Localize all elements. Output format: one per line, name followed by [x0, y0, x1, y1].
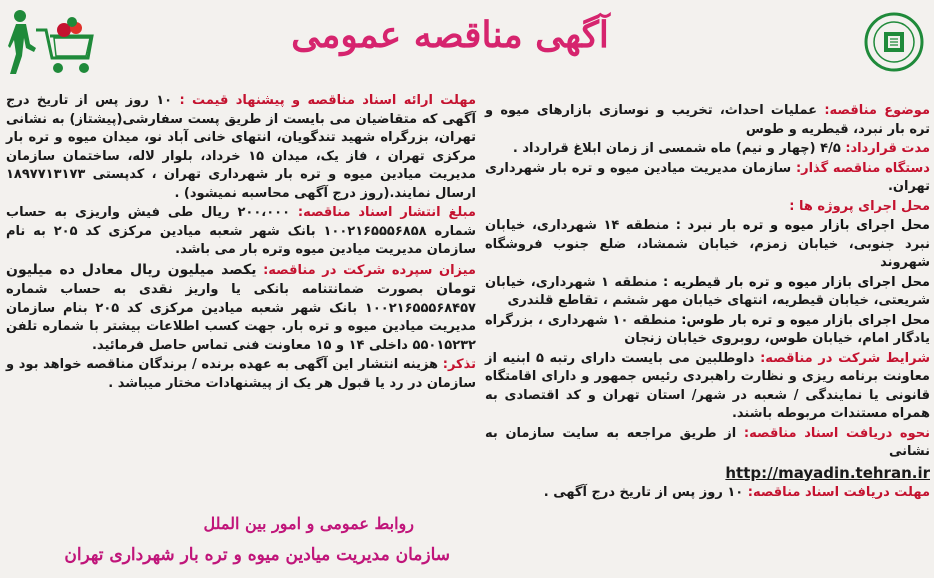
agency-text: سازمان مدیریت میادین میوه و تره بار شهرداری تهران. [485, 160, 930, 194]
deposit-amount: یکصد میلیون ریال معادل ده میلیون تومان [6, 261, 476, 297]
subject-label: موضوع مناقصه: [824, 103, 930, 118]
locations-heading: محل اجرای پروژه ها : [789, 198, 930, 214]
deposit-text: بصورت ضمانتنامه بانکی یا واریز نقدی به حساب شماره ۱۰۰۲۱۶۵۵۵۶۸۴۵۷ بانک شهر شعبه میادین مرکزی کد ۲۰۵ بنام سازمان مدیریت میادین میوه و تره بار. جهت کسب اطلاعات بیشتر با شماره تلفن ۵۵۰۱۵۲۳۲ داخلی ۱۴ و ۱۵ معاونت فنی تماس حاصل فرمائید. [6, 282, 476, 353]
note-label: تذکر: [442, 357, 476, 372]
note-text: هزینه انتشار این آگهی به عهده برنده / برندگان مناقصه خواهد بود و سازمان در رد یا قبول هر یک از پیشنهادات مختار میباشد . [6, 357, 476, 391]
duration-text: ۴/۵ (چهار و نیم) ماه شمسی از زمان ابلاغ قرارداد . [512, 141, 841, 156]
municipality-logo-icon [862, 8, 926, 78]
loc1-text: منطقه ۱۴ شهرداری، خیابان نبرد جنوبی، خیابان زمزم، خیابان شمشاد، ضلع جنوب فروشگاه شهروند [485, 218, 930, 270]
deposit-label: میزان سپرده شرکت در مناقصه: [263, 262, 476, 278]
duration-label: مدت قرارداد: [845, 141, 930, 156]
conditions-text: داوطلبین می بایست دارای رتبه ۵ ابنیه از معاونت برنامه ریزی و نظارت راهبردی رئیس جمهور و دارای اقامتگاه قانونی یا نمایندگی / شعبه در شهر/ استان تهران و کد اقتصادی به همراه مستندات مربوطه باشند. [485, 350, 930, 421]
right-column [485, 102, 930, 504]
submit-label: مهلت ارائه اسناد مناقصه و پیشنهاد قیمت : [179, 93, 476, 108]
receive-deadline-text: ۱۰ روز پس از تاریخ درج آگهی . [543, 485, 744, 500]
loc3-label: محل اجرای بازار میوه و تره بار طوس: [681, 312, 930, 328]
receive-deadline-label: مهلت دریافت اسناد مناقصه: [747, 485, 930, 500]
ad-title: آگهی مناقصه عمومی [291, 14, 609, 56]
loc2-label: محل اجرای بازار میوه و تره بار قیطریه : [662, 274, 930, 290]
signature-line-1: روابط عمومی و امور بین الملل [203, 514, 414, 533]
conditions-label: شرایط شرکت در مناقصه: [760, 350, 931, 366]
left-column [6, 92, 476, 394]
submit-text: ۱۰ روز پس از تاریخ درج آگهی که متقاضیان می بایست از طریق پست سفارشی(پیشتاز) به نشانی تهران، بزرگراه شهید تندگویان، انتهای خانی آباد نو، میدان میوه و تره بار مرکزی تهران ، فاز یک، میدان ۱۵ خرداد، بلوار لاله، ساختمان سازمان مدیریت میادین میوه و تره بار شهرداری تهران ، کدپستی ۱۸۹۷۷۱۳۱۷۳ ارسال نمایند.(روز درج آگهی محاسبه نمیشود) . [6, 93, 476, 201]
shopping-cart-icon [6, 8, 98, 78]
loc1-label: محل اجرای بازار میوه و تره بار نبرد : [675, 218, 930, 233]
website-link[interactable]: http://mayadin.tehran.ir [725, 463, 930, 482]
fee-text: ۲۰۰،۰۰۰ ریال طی فیش واریزی به حساب شماره ۱۰۰۲۱۶۵۵۵۶۸۵۸ بانک شهر شعبه میادین مرکزی کد ۲۰۵ به نام سازمان مدیریت میادین میوه وتره بار می باشد. [6, 205, 476, 257]
signature-line-2: سازمان مدیریت میادین میوه و تره بار شهرداری تهران [64, 545, 450, 565]
receive-method-label: نحوه دریافت اسناد مناقصه: [743, 425, 930, 441]
receive-method-text: از طریق مراجعه به سایت سازمان به نشانی [485, 425, 930, 459]
agency-label: دستگاه مناقصه گذار: [795, 160, 930, 176]
subject-text: عملیات احداث، تخریب و نوسازی بازارهای میوه و تره بار نبرد، قیطریه و طوس [485, 103, 930, 137]
fee-label: مبلغ انتشار اسناد مناقصه: [297, 205, 476, 220]
loc2-text: منطقه ۱ شهرداری، خیابان شریعتی، خیابان قیطریه، انتهای خیابان مهر ششم ، تقاطع قلندری [485, 274, 930, 308]
signature-block [30, 514, 450, 565]
loc3-text: منطقه ۱۰ شهرداری ، بزرگراه یادگار امام، خیابان طوس، روبروی خیابان زنجان [485, 312, 930, 346]
